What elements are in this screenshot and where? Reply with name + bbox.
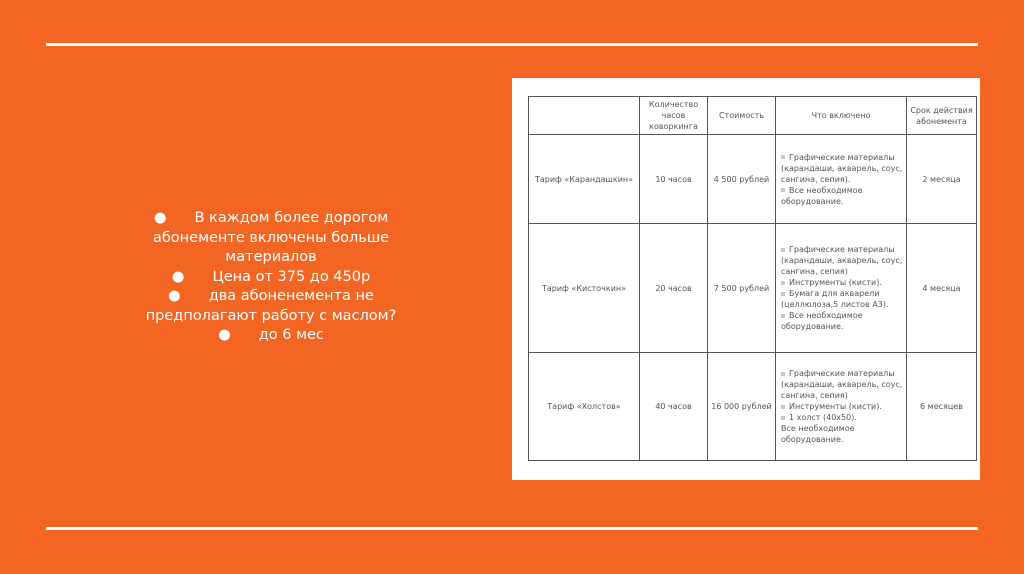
square-bullet-icon <box>781 248 785 252</box>
price-cell: 16 000 рублей <box>708 353 776 461</box>
header-hours: Количество часов коворкинга <box>640 97 708 135</box>
included-item <box>781 401 903 412</box>
pricing-table-image <box>512 78 980 480</box>
bullet-text: абонементе включены больше <box>152 229 390 246</box>
bullet-line <box>106 209 436 229</box>
header-tariff <box>529 97 640 135</box>
bullet-line <box>106 268 436 288</box>
bullet-text: В каждом более дорогом <box>194 210 389 226</box>
included-item <box>781 266 903 277</box>
bullet-text: предполагают работу с маслом? <box>145 307 397 324</box>
term-cell: 6 месяцев <box>907 353 977 461</box>
square-bullet-icon <box>781 188 785 192</box>
included-text: Инструменты (кисти). <box>789 402 882 411</box>
bullet-line <box>106 287 436 307</box>
hours-cell: 10 часов <box>640 135 708 224</box>
term-cell: 4 месяца <box>907 224 977 353</box>
bullet-dot-icon: ● <box>168 288 181 304</box>
included-item <box>781 423 903 434</box>
included-cell <box>776 353 907 461</box>
included-item <box>781 152 903 163</box>
square-bullet-icon <box>781 416 785 420</box>
table-row <box>529 135 977 224</box>
table-row <box>529 224 977 353</box>
square-bullet-icon <box>781 372 785 376</box>
included-item <box>781 368 903 379</box>
included-text: сангина, сепия) <box>781 267 848 276</box>
included-item <box>781 321 903 332</box>
square-bullet-icon <box>781 155 785 159</box>
tariff-cell: Тариф «Кисточкин» <box>529 224 640 353</box>
square-bullet-icon <box>781 292 785 296</box>
included-item <box>781 277 903 288</box>
bullet-line <box>106 248 436 268</box>
tariff-cell: Тариф «Карандашкин» <box>529 135 640 224</box>
included-item <box>781 174 903 185</box>
included-text: сангина, сепия). <box>781 174 851 184</box>
included-text: сангина, сепия) <box>781 391 848 400</box>
table-row <box>529 353 977 461</box>
included-text: Инструменты (кисти). <box>789 278 882 287</box>
included-item <box>781 255 903 266</box>
included-cell <box>776 135 907 224</box>
included-item <box>781 390 903 401</box>
included-text: (целлюлоза,5 листов А3). <box>781 300 889 309</box>
price-cell: 4 500 рублей <box>708 135 776 224</box>
included-text: оборудование. <box>781 435 844 444</box>
included-text: (карандаши, акварель, соус, <box>781 380 903 389</box>
pricing-table <box>528 96 977 461</box>
hours-cell: 20 часов <box>640 224 708 353</box>
term-cell: 2 месяца <box>907 135 977 224</box>
table-header-row <box>529 97 977 135</box>
included-item <box>781 196 903 207</box>
included-text: Все необходимое <box>789 185 863 195</box>
included-item <box>781 185 903 196</box>
included-text: 1 холст (40х50). <box>789 413 857 422</box>
bullet-dot-icon: ● <box>171 268 185 285</box>
included-item <box>781 379 903 390</box>
included-text: Графические материалы <box>789 369 895 378</box>
included-item <box>781 299 903 310</box>
bullet-line <box>106 229 436 249</box>
header-included: Что включено <box>776 97 907 135</box>
tariff-cell: Тариф «Холстов» <box>529 353 640 461</box>
included-item <box>781 163 903 174</box>
included-item <box>781 310 903 321</box>
bullet-list <box>106 209 436 346</box>
included-item <box>781 288 903 299</box>
square-bullet-icon <box>781 281 785 285</box>
included-text: (карандаши, акварель, соус, <box>781 256 903 265</box>
included-text: Все необходимое <box>789 311 863 320</box>
price-cell: 7 500 рублей <box>708 224 776 353</box>
bottom-divider <box>46 527 978 530</box>
included-text: (карандаши, акварель, соус, <box>781 163 903 173</box>
included-item <box>781 412 903 423</box>
included-item <box>781 434 903 445</box>
square-bullet-icon <box>781 405 785 409</box>
included-text: Бумага для акварели <box>789 289 880 298</box>
header-price: Стоимость <box>708 97 776 135</box>
included-text: оборудование. <box>781 196 844 206</box>
header-term: Срок действия абонемента <box>907 97 977 135</box>
included-text: Все необходимое <box>781 424 855 433</box>
bullet-text: два абоненемента не <box>208 288 374 304</box>
bullet-dot-icon: ● <box>218 327 231 343</box>
included-item <box>781 244 903 255</box>
bullet-line <box>106 326 436 346</box>
bullet-text: Цена от 375 до 450р <box>212 268 371 285</box>
bullet-dot-icon: ● <box>153 210 167 226</box>
hours-cell: 40 часов <box>640 353 708 461</box>
bullet-text: до 6 мес <box>258 327 324 343</box>
top-divider <box>46 43 978 46</box>
included-text: Графические материалы <box>789 245 895 254</box>
bullet-text: материалов <box>225 249 317 265</box>
bullet-line <box>106 307 436 327</box>
included-cell <box>776 224 907 353</box>
square-bullet-icon <box>781 314 785 318</box>
included-text: Графические материалы <box>789 152 895 162</box>
included-text: оборудование. <box>781 322 844 331</box>
